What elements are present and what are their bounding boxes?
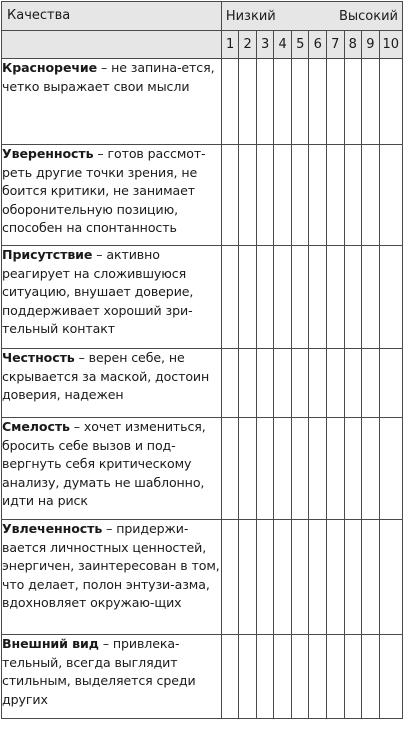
rating-cell-1[interactable] bbox=[221, 349, 239, 418]
quality-description-cell bbox=[2, 145, 222, 246]
rating-cell-8[interactable] bbox=[344, 145, 362, 246]
rating-cell-4[interactable] bbox=[274, 145, 292, 246]
rating-cell-1[interactable] bbox=[221, 59, 239, 145]
score-numbers-row bbox=[2, 31, 403, 59]
rating-cell-2[interactable] bbox=[239, 635, 257, 719]
quality-description-cell bbox=[2, 59, 222, 145]
score-header-9 bbox=[362, 31, 380, 59]
scale-header-cell bbox=[221, 2, 402, 31]
score-number: 6 bbox=[313, 37, 322, 52]
rating-cell-10[interactable] bbox=[379, 145, 402, 246]
rating-cell-6[interactable] bbox=[309, 145, 327, 246]
rating-cell-4[interactable] bbox=[274, 520, 292, 635]
rating-cell-10[interactable] bbox=[379, 59, 402, 145]
quality-description-cell bbox=[2, 635, 222, 719]
rating-cell-8[interactable] bbox=[344, 349, 362, 418]
score-number: 9 bbox=[366, 37, 375, 52]
rating-cell-1[interactable] bbox=[221, 418, 239, 520]
rating-cell-7[interactable] bbox=[327, 145, 345, 246]
quality-row bbox=[2, 418, 403, 520]
qualities-header-label: Качества bbox=[7, 8, 71, 23]
quality-description: – не запина-ется, четко выражает свои мысли bbox=[2, 60, 215, 94]
rating-cell-1[interactable] bbox=[221, 520, 239, 635]
rating-cell-7[interactable] bbox=[327, 635, 345, 719]
rating-cell-5[interactable] bbox=[291, 635, 309, 719]
quality-name: Увлеченность bbox=[2, 521, 103, 536]
rating-cell-3[interactable] bbox=[256, 145, 274, 246]
rating-cell-7[interactable] bbox=[327, 59, 345, 145]
rating-cell-10[interactable] bbox=[379, 520, 402, 635]
quality-row bbox=[2, 635, 403, 719]
quality-description-cell bbox=[2, 246, 222, 349]
rating-cell-6[interactable] bbox=[309, 635, 327, 719]
rating-cell-6[interactable] bbox=[309, 59, 327, 145]
score-number: 2 bbox=[243, 37, 252, 52]
rating-cell-10[interactable] bbox=[379, 246, 402, 349]
rating-cell-4[interactable] bbox=[274, 246, 292, 349]
rating-cell-5[interactable] bbox=[291, 349, 309, 418]
rating-cell-4[interactable] bbox=[274, 418, 292, 520]
rating-cell-2[interactable] bbox=[239, 59, 257, 145]
quality-row bbox=[2, 520, 403, 635]
low-label: Низкий bbox=[225, 8, 276, 24]
rating-cell-8[interactable] bbox=[344, 246, 362, 349]
rating-cell-5[interactable] bbox=[291, 246, 309, 349]
score-header-1 bbox=[221, 31, 239, 59]
quality-description-cell bbox=[2, 520, 222, 635]
rating-cell-10[interactable] bbox=[379, 635, 402, 719]
quality-name: Красноречие bbox=[2, 60, 98, 75]
rating-cell-9[interactable] bbox=[362, 59, 380, 145]
quality-description: – привлека-тельный, всегда выглядит стильным, выделяется среди других bbox=[2, 636, 196, 707]
score-header-5 bbox=[291, 31, 309, 59]
rating-cell-9[interactable] bbox=[362, 418, 380, 520]
rating-cell-9[interactable] bbox=[362, 145, 380, 246]
rating-cell-3[interactable] bbox=[256, 246, 274, 349]
rating-cell-9[interactable] bbox=[362, 246, 380, 349]
rating-cell-2[interactable] bbox=[239, 246, 257, 349]
rating-cell-5[interactable] bbox=[291, 59, 309, 145]
quality-description: – хочет измениться, бросить себе вызов и под-вергнуть себя критическому анализу, думать не шаблонно, идти на риск bbox=[2, 419, 206, 509]
score-header-2 bbox=[239, 31, 257, 59]
score-number: 1 bbox=[225, 37, 235, 52]
rating-cell-4[interactable] bbox=[274, 59, 292, 145]
quality-description-cell bbox=[2, 349, 222, 418]
rating-cell-6[interactable] bbox=[309, 349, 327, 418]
quality-row bbox=[2, 145, 403, 246]
quality-row bbox=[2, 59, 403, 145]
qualities-header-cell bbox=[2, 2, 222, 31]
rating-cell-9[interactable] bbox=[362, 520, 380, 635]
rating-cell-1[interactable] bbox=[221, 246, 239, 349]
rating-cell-6[interactable] bbox=[309, 246, 327, 349]
score-header-6 bbox=[309, 31, 327, 59]
rating-cell-8[interactable] bbox=[344, 520, 362, 635]
quality-name: Присутствие bbox=[2, 247, 93, 262]
rating-cell-2[interactable] bbox=[239, 520, 257, 635]
rating-cell-1[interactable] bbox=[221, 145, 239, 246]
header-row bbox=[2, 2, 403, 31]
quality-description: – верен себе, не скрывается за маской, достоин доверия, надежен bbox=[2, 350, 210, 403]
score-number: 3 bbox=[261, 37, 270, 52]
rating-cell-3[interactable] bbox=[256, 418, 274, 520]
score-row-blank-cell bbox=[2, 31, 222, 59]
rating-cell-8[interactable] bbox=[344, 59, 362, 145]
rating-cell-5[interactable] bbox=[291, 520, 309, 635]
score-header-10 bbox=[379, 31, 402, 59]
rating-cell-4[interactable] bbox=[274, 635, 292, 719]
score-header-3 bbox=[256, 31, 274, 59]
rating-cell-10[interactable] bbox=[379, 418, 402, 520]
quality-name: Смелость bbox=[2, 419, 70, 434]
rating-cell-7[interactable] bbox=[327, 246, 345, 349]
rating-cell-2[interactable] bbox=[239, 418, 257, 520]
rating-cell-6[interactable] bbox=[309, 418, 327, 520]
score-number: 4 bbox=[278, 37, 287, 52]
rating-cell-7[interactable] bbox=[327, 349, 345, 418]
quality-description: – готов рассмот-реть другие точки зрения, не боится критики, не занимает оборонительную позицию, способен на спонтанность bbox=[2, 146, 206, 236]
rating-cell-8[interactable] bbox=[344, 635, 362, 719]
score-number: 7 bbox=[331, 37, 340, 52]
quality-description: – придержи-вается личностных ценностей, энергичен, заинтересован в том, что делает, полон энтузи-азма, вдохновляет окружаю-щих bbox=[2, 521, 220, 611]
quality-name: Уверенность bbox=[2, 146, 94, 161]
rating-cell-3[interactable] bbox=[256, 520, 274, 635]
quality-name: Внешний вид bbox=[2, 636, 99, 651]
rating-cell-3[interactable] bbox=[256, 349, 274, 418]
rating-cell-4[interactable] bbox=[274, 349, 292, 418]
score-number: 8 bbox=[348, 37, 357, 52]
rating-cell-5[interactable] bbox=[291, 418, 309, 520]
quality-name: Честность bbox=[2, 350, 75, 365]
score-number: 10 bbox=[382, 37, 400, 52]
rating-cell-8[interactable] bbox=[344, 418, 362, 520]
rating-cell-3[interactable] bbox=[256, 59, 274, 145]
score-header-4 bbox=[274, 31, 292, 59]
score-header-8 bbox=[344, 31, 362, 59]
rating-cell-2[interactable] bbox=[239, 145, 257, 246]
rating-cell-3[interactable] bbox=[256, 635, 274, 719]
rating-cell-5[interactable] bbox=[291, 145, 309, 246]
quality-description-cell bbox=[2, 418, 222, 520]
score-header-7 bbox=[327, 31, 345, 59]
qualities-rating-table bbox=[1, 1, 403, 719]
score-number: 5 bbox=[296, 37, 305, 52]
rating-cell-1[interactable] bbox=[221, 635, 239, 719]
rating-cell-9[interactable] bbox=[362, 349, 380, 418]
high-label: Высокий bbox=[338, 8, 398, 24]
rating-cell-2[interactable] bbox=[239, 349, 257, 418]
rating-cell-7[interactable] bbox=[327, 520, 345, 635]
quality-row bbox=[2, 246, 403, 349]
rating-cell-6[interactable] bbox=[309, 520, 327, 635]
rating-cell-9[interactable] bbox=[362, 635, 380, 719]
quality-row bbox=[2, 349, 403, 418]
quality-description: – активно реагирует на сложившуюся ситуацию, внушает доверие, поддерживает хороший зри-тельный контакт bbox=[2, 247, 194, 337]
rating-cell-10[interactable] bbox=[379, 349, 402, 418]
rating-cell-7[interactable] bbox=[327, 418, 345, 520]
